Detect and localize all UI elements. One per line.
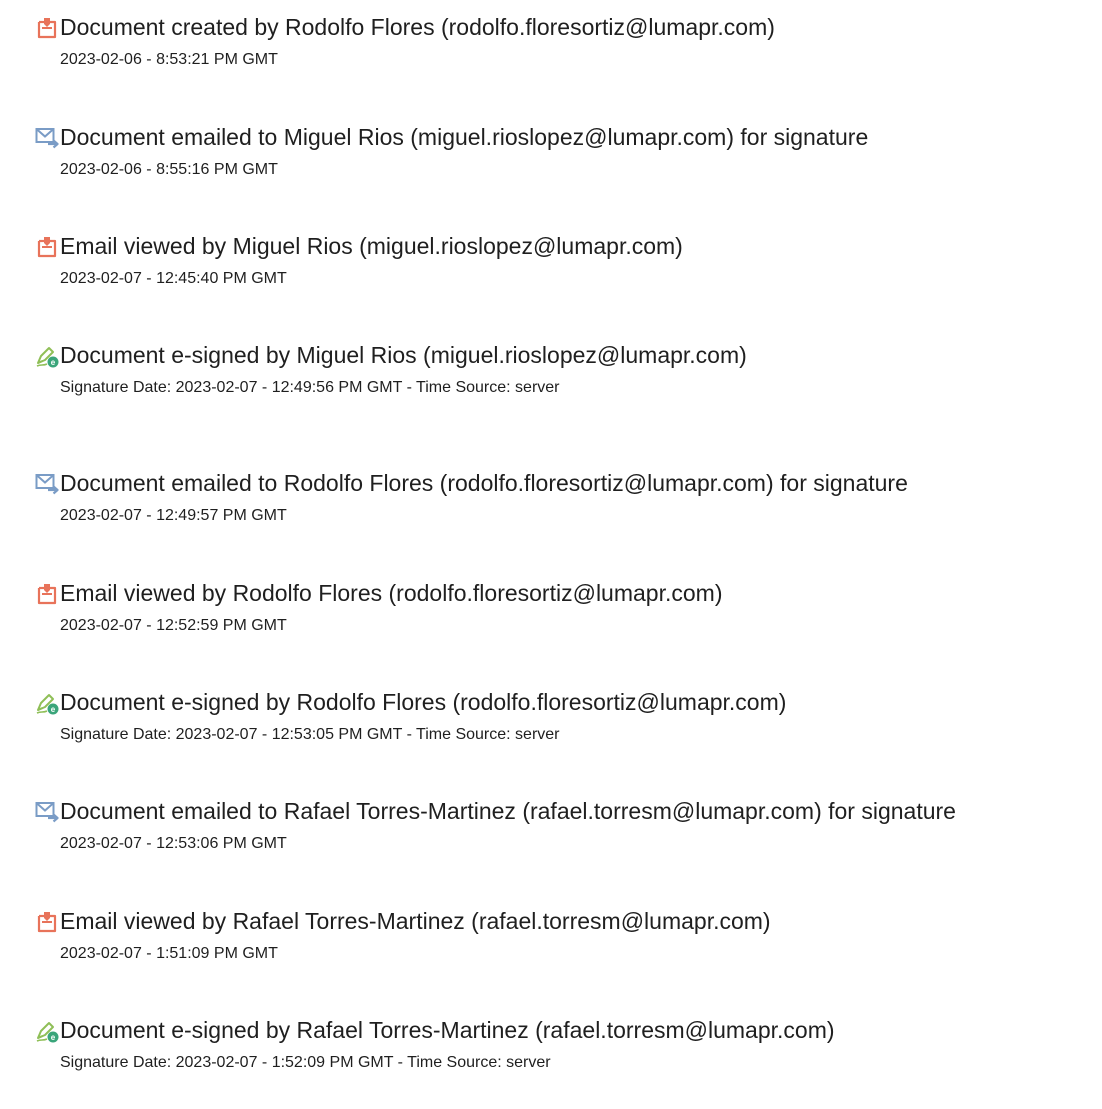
event-timestamp: 2023-02-07 - 12:53:06 PM GMT xyxy=(60,835,287,852)
event-title: Document emailed to Miguel Rios (miguel.rioslopez@lumapr.com) for signature xyxy=(60,124,869,150)
audit-event xyxy=(0,576,1102,666)
event-timestamp: 2023-02-06 - 8:53:21 PM GMT xyxy=(60,51,278,68)
event-title: Email viewed by Miguel Rios (miguel.rioslopez@lumapr.com) xyxy=(60,233,683,259)
event-title: Document e-signed by Rafael Torres-Martinez (rafael.torresm@lumapr.com) xyxy=(60,1017,835,1043)
svg-text:e: e xyxy=(50,705,56,714)
audit-event xyxy=(0,794,1102,884)
event-timestamp: 2023-02-07 - 1:51:09 PM GMT xyxy=(60,945,278,962)
e-signature-icon xyxy=(35,691,59,715)
event-signature-date: Signature Date: 2023-02-07 - 12:53:05 PM GMT - Time Source: server xyxy=(60,726,560,743)
email-sent-icon xyxy=(35,800,59,824)
audit-event xyxy=(0,338,1102,428)
event-title: Document e-signed by Miguel Rios (miguel.rioslopez@lumapr.com) xyxy=(60,342,747,368)
event-title: Document emailed to Rafael Torres-Martinez (rafael.torresm@lumapr.com) for signature xyxy=(60,798,956,824)
event-title: Document e-signed by Rodolfo Flores (rodolfo.floresortiz@lumapr.com) xyxy=(60,689,787,715)
audit-event xyxy=(0,120,1102,210)
audit-event xyxy=(0,229,1102,319)
event-timestamp: 2023-02-07 - 12:49:57 PM GMT xyxy=(60,507,287,524)
svg-text:e: e xyxy=(50,1033,56,1042)
document-viewed-icon xyxy=(35,582,59,606)
e-signature-icon xyxy=(35,344,59,368)
audit-event xyxy=(0,466,1102,556)
event-timestamp: 2023-02-07 - 12:52:59 PM GMT xyxy=(60,617,287,634)
event-signature-date: Signature Date: 2023-02-07 - 1:52:09 PM GMT - Time Source: server xyxy=(60,1054,551,1071)
document-viewed-icon xyxy=(35,910,59,934)
audit-event xyxy=(0,904,1102,994)
event-title: Email viewed by Rodolfo Flores (rodolfo.floresortiz@lumapr.com) xyxy=(60,580,723,606)
audit-event xyxy=(0,685,1102,775)
document-viewed-icon xyxy=(35,235,59,259)
audit-event xyxy=(0,10,1102,100)
audit-event xyxy=(0,1013,1102,1103)
document-created-icon xyxy=(35,16,59,40)
event-title: Document emailed to Rodolfo Flores (rodolfo.floresortiz@lumapr.com) for signature xyxy=(60,470,908,496)
email-sent-icon xyxy=(35,126,59,150)
svg-text:e: e xyxy=(50,358,56,367)
event-title: Email viewed by Rafael Torres-Martinez (rafael.torresm@lumapr.com) xyxy=(60,908,771,934)
event-title: Document created by Rodolfo Flores (rodolfo.floresortiz@lumapr.com) xyxy=(60,14,775,40)
event-timestamp: 2023-02-07 - 12:45:40 PM GMT xyxy=(60,270,287,287)
e-signature-icon xyxy=(35,1019,59,1043)
event-signature-date: Signature Date: 2023-02-07 - 12:49:56 PM GMT - Time Source: server xyxy=(60,379,560,396)
email-sent-icon xyxy=(35,472,59,496)
event-timestamp: 2023-02-06 - 8:55:16 PM GMT xyxy=(60,161,278,178)
